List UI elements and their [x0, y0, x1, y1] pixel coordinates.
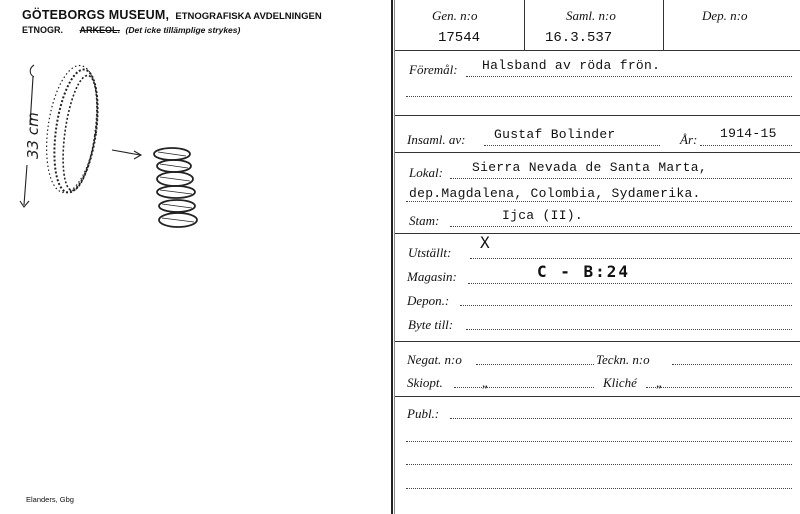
kliche-label: Kliché: [603, 375, 637, 390]
kliche-dots: [646, 387, 792, 388]
foremal-label: Föremål:: [409, 62, 458, 77]
stam-label: Stam:: [409, 213, 440, 228]
insaml-value: Gustaf Bolinder: [494, 127, 616, 142]
rule-4: [395, 341, 800, 342]
lokal-dots-2: [406, 201, 792, 202]
utstallt-dots: [470, 258, 792, 259]
publ-label: Publ.:: [407, 406, 440, 421]
utstallt-label: Utställt:: [408, 245, 452, 260]
header-rule: [395, 50, 800, 51]
negat-dots: [476, 364, 594, 365]
publ-dots-1: [450, 418, 792, 419]
skiopt-dots: [454, 387, 594, 388]
rule-1: [395, 115, 800, 116]
center-divider-shadow: [394, 0, 395, 514]
negat-label: Negat. n:o: [407, 352, 462, 367]
rule-3: [395, 233, 800, 234]
ar-value: 1914-15: [720, 126, 777, 141]
strike-note: (Det icke tillämplige strykes): [125, 25, 241, 35]
section-line: [22, 25, 240, 35]
rule-5: [395, 396, 800, 397]
utstallt-value: X: [480, 233, 492, 252]
magasin-dots: [468, 283, 792, 284]
saml-label: Saml. n:o: [566, 8, 616, 23]
necklace-sketch: [0, 55, 240, 245]
magasin-value: C - B:24: [537, 262, 631, 281]
saml-value: 16.3.537: [545, 30, 613, 46]
lokal-value-1: Sierra Nevada de Santa Marta,: [472, 160, 707, 175]
rule-2: [395, 152, 800, 153]
depon-label: Depon.:: [407, 293, 450, 308]
publ-dots-4: [406, 488, 792, 489]
gen-value: 17544: [438, 30, 481, 46]
teckn-label: Teckn. n:o: [596, 352, 650, 367]
byte-dots: [466, 329, 792, 330]
magasin-label: Magasin:: [407, 269, 457, 284]
struck-section: ARKEOL.: [79, 25, 121, 35]
foremal-dots: [466, 76, 792, 77]
section-name: ETNOGR.: [22, 25, 64, 35]
teckn-dots: [672, 364, 792, 365]
foremal-dots-2: [406, 96, 792, 97]
depon-dots: [460, 305, 792, 306]
gen-label: Gen. n:o: [432, 8, 478, 23]
lokal-value-2: dep.Magdalena, Colombia, Sydamerika.: [409, 186, 701, 201]
insaml-dots: [484, 145, 660, 146]
museum-name: GÖTEBORGS MUSEUM,: [22, 8, 170, 22]
skiopt-ditto: „: [482, 375, 488, 390]
skiopt-label: Skiopt.: [407, 375, 443, 390]
publ-dots-2: [406, 441, 792, 442]
byte-label: Byte till:: [408, 317, 454, 332]
center-divider: [391, 0, 393, 514]
museum-header: [22, 8, 322, 22]
ar-dots: [700, 145, 792, 146]
dep-label: Dep. n:o: [702, 8, 748, 23]
kliche-ditto: „: [656, 375, 662, 390]
stam-dots: [450, 226, 792, 227]
publ-dots-3: [406, 464, 792, 465]
ar-label: År:: [680, 132, 698, 147]
printer-mark: Elanders, Gbg: [26, 495, 74, 504]
foremal-value: Halsband av röda frön.: [482, 58, 661, 73]
insaml-label: Insaml. av:: [407, 132, 466, 147]
size-label: 33 cm: [24, 112, 42, 159]
lokal-dots: [450, 178, 792, 179]
department-name: ETNOGRAFISKA AVDELNINGEN: [175, 11, 322, 22]
lokal-label: Lokal:: [409, 165, 443, 180]
stam-value: Ijca (II).: [502, 208, 584, 223]
